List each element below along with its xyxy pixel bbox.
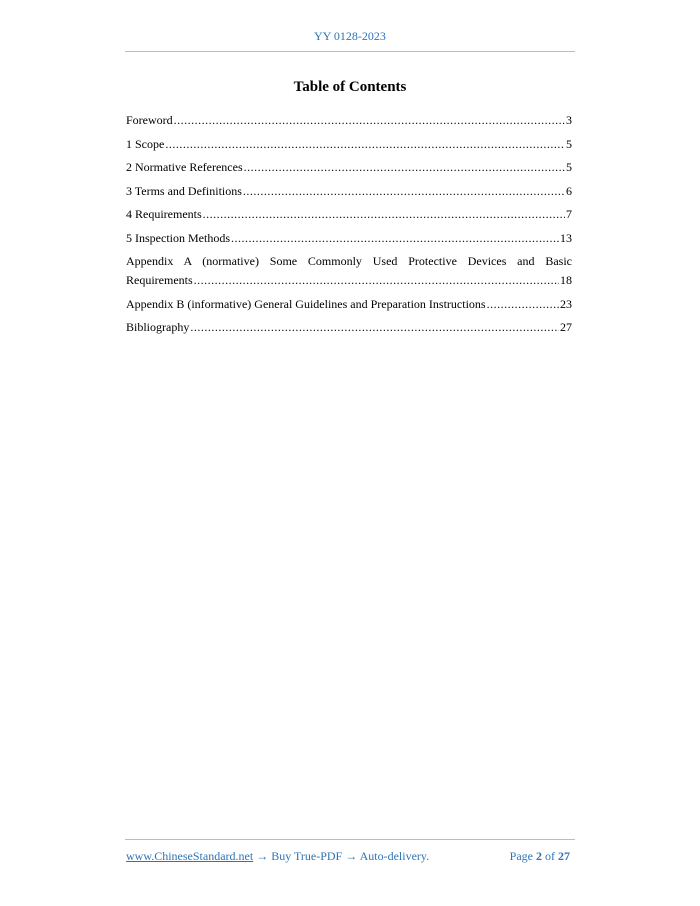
page-title: Table of Contents	[293, 79, 407, 95]
header-divider	[125, 51, 575, 52]
toc-dot-leader	[165, 134, 565, 154]
toc-dot-leader	[190, 317, 559, 337]
toc-entry-label: Foreword	[126, 113, 173, 127]
toc-dot-leader	[203, 204, 565, 224]
toc-entry-label: Requirements	[126, 273, 193, 287]
toc-entry-page-number: 18	[560, 273, 572, 287]
table-of-contents	[126, 110, 572, 341]
toc-entry-label: 5 Inspection Methods	[126, 230, 230, 245]
toc-entry-scope[interactable]	[126, 134, 572, 154]
toc-entry-continuation	[126, 271, 572, 290]
page-word: Page	[509, 849, 533, 863]
footer-promo	[126, 849, 429, 864]
toc-entry-inspection-methods[interactable]	[126, 228, 572, 248]
toc-entry-normative-references[interactable]	[126, 157, 572, 177]
toc-entry-page-number: 3	[566, 113, 572, 127]
toc-entry-page-number: 23	[560, 296, 572, 311]
right-arrow-icon: →	[256, 849, 269, 863]
toc-entry-appendix-b[interactable]	[126, 294, 572, 314]
auto-delivery-text: Auto-delivery.	[359, 849, 430, 863]
site-link[interactable]: www.ChineseStandard.net	[126, 849, 254, 863]
toc-entry-foreword[interactable]	[126, 110, 572, 130]
toc-dot-leader	[194, 271, 559, 290]
toc-entry-appendix-a[interactable]	[126, 251, 572, 290]
toc-entry-bibliography[interactable]	[126, 317, 572, 337]
toc-entry-page-number: 27	[560, 320, 572, 334]
toc-entry-label: 4 Requirements	[126, 207, 202, 221]
toc-dot-leader	[243, 181, 565, 201]
document-standard-code: YY 0128-2023	[314, 29, 386, 43]
toc-entry-page-number: 13	[560, 230, 572, 245]
toc-entry-label: 3 Terms and Definitions	[126, 183, 242, 198]
right-arrow-icon: →	[345, 849, 358, 863]
toc-entry-page-number: 5	[566, 160, 572, 174]
toc-entry-page-number: 6	[566, 183, 572, 198]
current-page-number: 2	[536, 849, 542, 863]
total-page-count: 27	[558, 849, 570, 863]
toc-entry-label: Appendix B (informative) General Guidelines and Preparation Instructions	[126, 296, 486, 311]
toc-dot-leader	[487, 294, 559, 314]
of-word: of	[545, 849, 555, 863]
toc-entry-label: Appendix A (normative) Some Commonly Used Protective Devices and Basic	[126, 254, 572, 268]
page-indicator	[510, 849, 570, 864]
toc-entry-label: 1 Scope	[126, 136, 165, 151]
buy-true-pdf-text: Buy True-PDF	[271, 849, 343, 863]
toc-dot-leader	[174, 110, 565, 130]
toc-entry-label: Bibliography	[126, 320, 190, 334]
footer-divider	[125, 839, 575, 840]
toc-entry-requirements[interactable]	[126, 204, 572, 224]
toc-entry-page-number: 7	[566, 207, 572, 221]
toc-dot-leader	[244, 157, 565, 177]
toc-entry-terms-and-definitions[interactable]	[126, 181, 572, 201]
toc-entry-page-number: 5	[566, 136, 572, 151]
toc-entry-label: 2 Normative References	[126, 160, 243, 174]
toc-dot-leader	[231, 228, 559, 248]
